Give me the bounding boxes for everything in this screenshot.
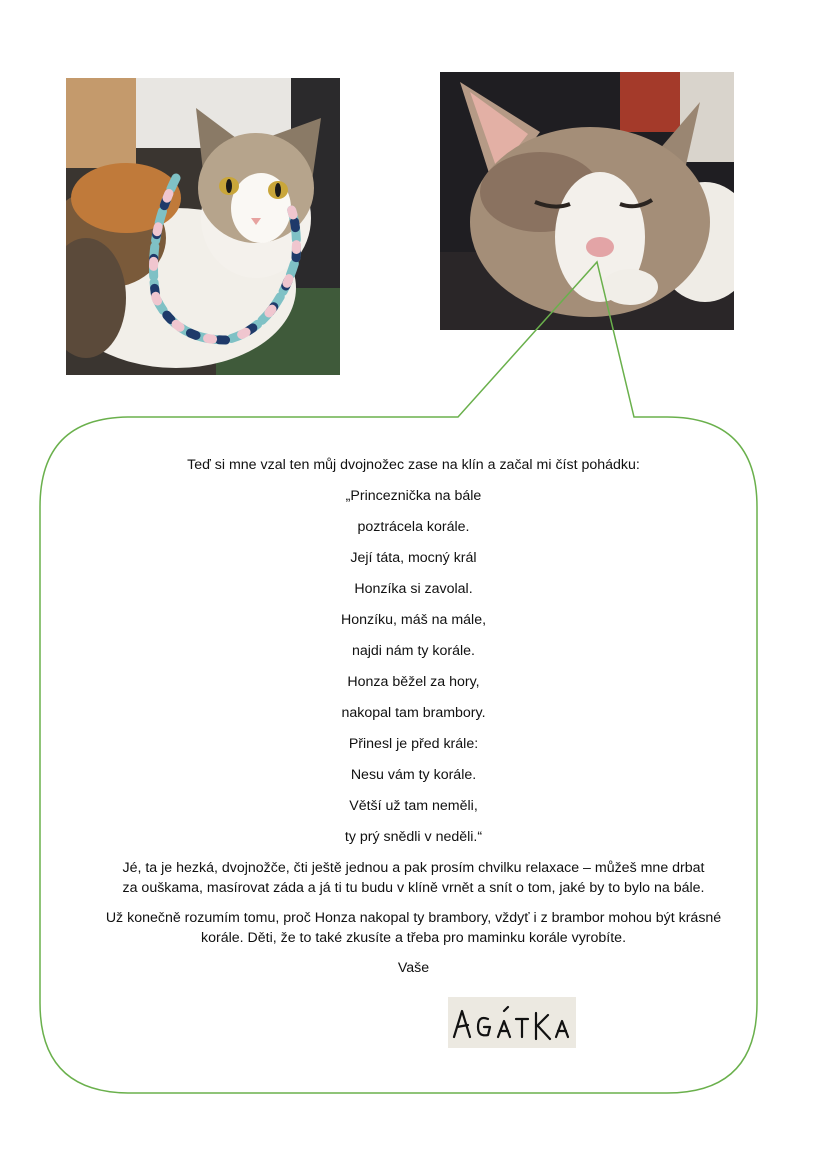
poem-line: Větší už tam neměli, xyxy=(349,798,478,814)
poem xyxy=(60,486,767,858)
poem-line: najdi nám ty korále. xyxy=(351,643,476,659)
story-intro: Teď si mne vzal ten můj dvojnožec zase na klín a začal mi číst pohádku: xyxy=(187,457,640,473)
poem-line: Její táta, mocný král xyxy=(350,550,477,566)
poem-line: Honza běžel za hory, xyxy=(347,674,480,690)
signature-image xyxy=(448,997,576,1048)
poem-line: Nesu vám ty korále. xyxy=(350,767,477,783)
poem-line: Přinesl je před krále: xyxy=(348,736,479,752)
greeting: Vaše xyxy=(397,960,430,976)
poem-line: poztrácela korále. xyxy=(357,519,470,535)
poem-line: Honzíku, máš na mále, xyxy=(340,612,487,628)
poem-line: „Princeznička na bále xyxy=(345,488,482,504)
handwritten-signature-icon xyxy=(448,997,576,1048)
poem-line: nakopal tam brambory. xyxy=(341,705,486,721)
paragraph-relaxation xyxy=(60,858,767,898)
paragraph-line: za ouškama, masírovat záda a já ti tu budu v klíně vrnět a snít o tom, jaké by to bylo na bále. xyxy=(122,880,705,896)
paragraph-potatoes xyxy=(60,908,767,948)
story-text xyxy=(60,455,767,978)
poem-line: ty prý snědli v neděli.“ xyxy=(344,829,483,845)
poem-line: Honzíka si zavolal. xyxy=(354,581,473,597)
paragraph-line: Jé, ta je hezká, dvojnožče, čti ještě jednou a pak prosím chvilku relaxace – můžeš mne drbat xyxy=(122,860,705,876)
paragraph-line: korále. Děti, že to také zkusíte a třeba pro maminku korále vyrobíte. xyxy=(200,930,627,946)
paragraph-line: Už konečně rozumím tomu, proč Honza nakopal ty brambory, vždyť i z brambor mohou být krásné xyxy=(105,910,722,926)
